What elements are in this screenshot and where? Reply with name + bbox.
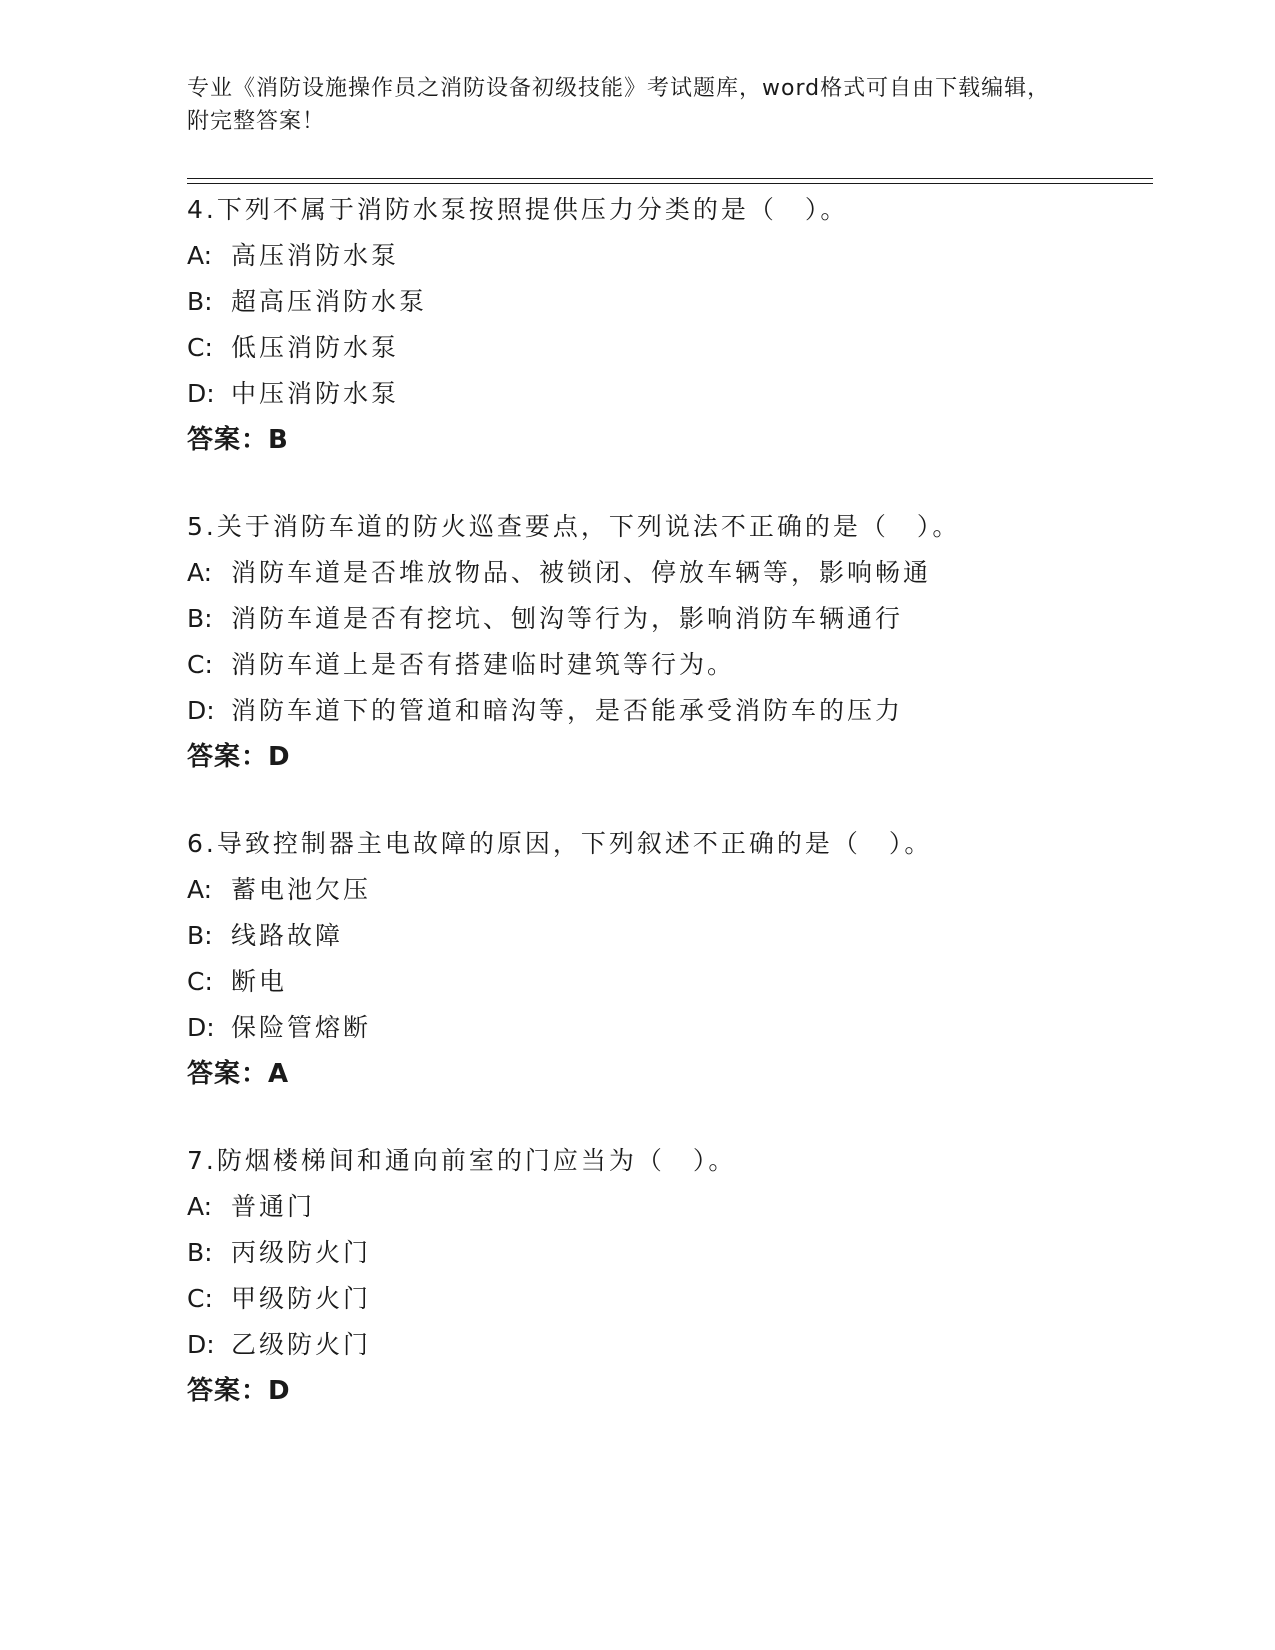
question-4: [187, 187, 1147, 463]
option-b: [187, 279, 1147, 325]
option-text: 高压消防水泵: [231, 241, 400, 270]
option-letter: B:: [187, 921, 213, 950]
option-a: [187, 867, 1147, 913]
option-a: [187, 233, 1147, 279]
option-letter: B:: [187, 604, 213, 633]
header-divider-top: [187, 178, 1153, 179]
header-divider-bottom: [187, 183, 1153, 184]
option-a: [187, 1184, 1147, 1230]
option-letter: D:: [187, 1013, 215, 1042]
option-c: [187, 959, 1147, 1005]
option-letter: A:: [187, 241, 213, 270]
option-letter: D:: [187, 1330, 215, 1359]
option-c: [187, 325, 1147, 371]
option-text: 线路故障: [231, 921, 344, 950]
question-7: [187, 1138, 1147, 1414]
option-text: 乙级防火门: [231, 1330, 372, 1359]
option-b: [187, 913, 1147, 959]
option-letter: C:: [187, 650, 213, 679]
option-letter: D:: [187, 379, 215, 408]
answer-line: 答案：B: [187, 425, 289, 455]
option-text: 消防车道上是否有搭建临时建筑等行为。: [231, 650, 736, 679]
answer-line: 答案：A: [187, 1059, 290, 1089]
option-letter: A:: [187, 875, 213, 904]
option-letter: A:: [187, 558, 213, 587]
option-d: [187, 1005, 1147, 1051]
question-stem: 6.导致控制器主电故障的原因，下列叙述不正确的是（ ）。: [187, 829, 933, 858]
option-b: [187, 596, 1147, 642]
option-text: 超高压消防水泵: [231, 287, 428, 316]
answer-line: 答案：D: [187, 742, 291, 772]
answer-line: 答案：D: [187, 1376, 291, 1406]
option-text: 保险管熔断: [231, 1013, 372, 1042]
option-text: 丙级防火门: [231, 1238, 372, 1267]
question-stem: 7.防烟楼梯间和通向前室的门应当为（ ）。: [187, 1146, 737, 1175]
question-6: [187, 821, 1147, 1097]
option-letter: B:: [187, 287, 213, 316]
option-text: 蓄电池欠压: [231, 875, 372, 904]
option-letter: C:: [187, 1284, 213, 1313]
option-a: [187, 550, 1147, 596]
option-letter: A:: [187, 1192, 213, 1221]
option-d: [187, 688, 1147, 734]
option-text: 普通门: [231, 1192, 316, 1221]
option-text: 低压消防水泵: [231, 333, 400, 362]
question-stem: 4.下列不属于消防水泵按照提供压力分类的是（ ）。: [187, 195, 849, 224]
option-b: [187, 1230, 1147, 1276]
option-letter: C:: [187, 333, 213, 362]
option-text: 消防车道下的管道和暗沟等，是否能承受消防车的压力: [231, 696, 904, 725]
question-stem: 5.关于消防车道的防火巡查要点，下列说法不正确的是（ ）。: [187, 512, 961, 541]
option-text: 甲级防火门: [231, 1284, 372, 1313]
option-letter: B:: [187, 1238, 213, 1267]
document-intro: 专业《消防设施操作员之消防设备初级技能》考试题库，word格式可自由下载编辑，附完整答案！: [187, 76, 1051, 134]
option-c: [187, 642, 1147, 688]
option-text: 消防车道是否堆放物品、被锁闭、停放车辆等，影响畅通: [231, 558, 932, 587]
option-c: [187, 1276, 1147, 1322]
question-5: [187, 504, 1147, 780]
option-letter: C:: [187, 967, 213, 996]
option-text: 中压消防水泵: [231, 379, 400, 408]
option-d: [187, 1322, 1147, 1368]
option-text: 断电: [231, 967, 288, 996]
option-text: 消防车道是否有挖坑、刨沟等行为，影响消防车辆通行: [231, 604, 904, 633]
option-d: [187, 371, 1147, 417]
option-letter: D:: [187, 696, 215, 725]
